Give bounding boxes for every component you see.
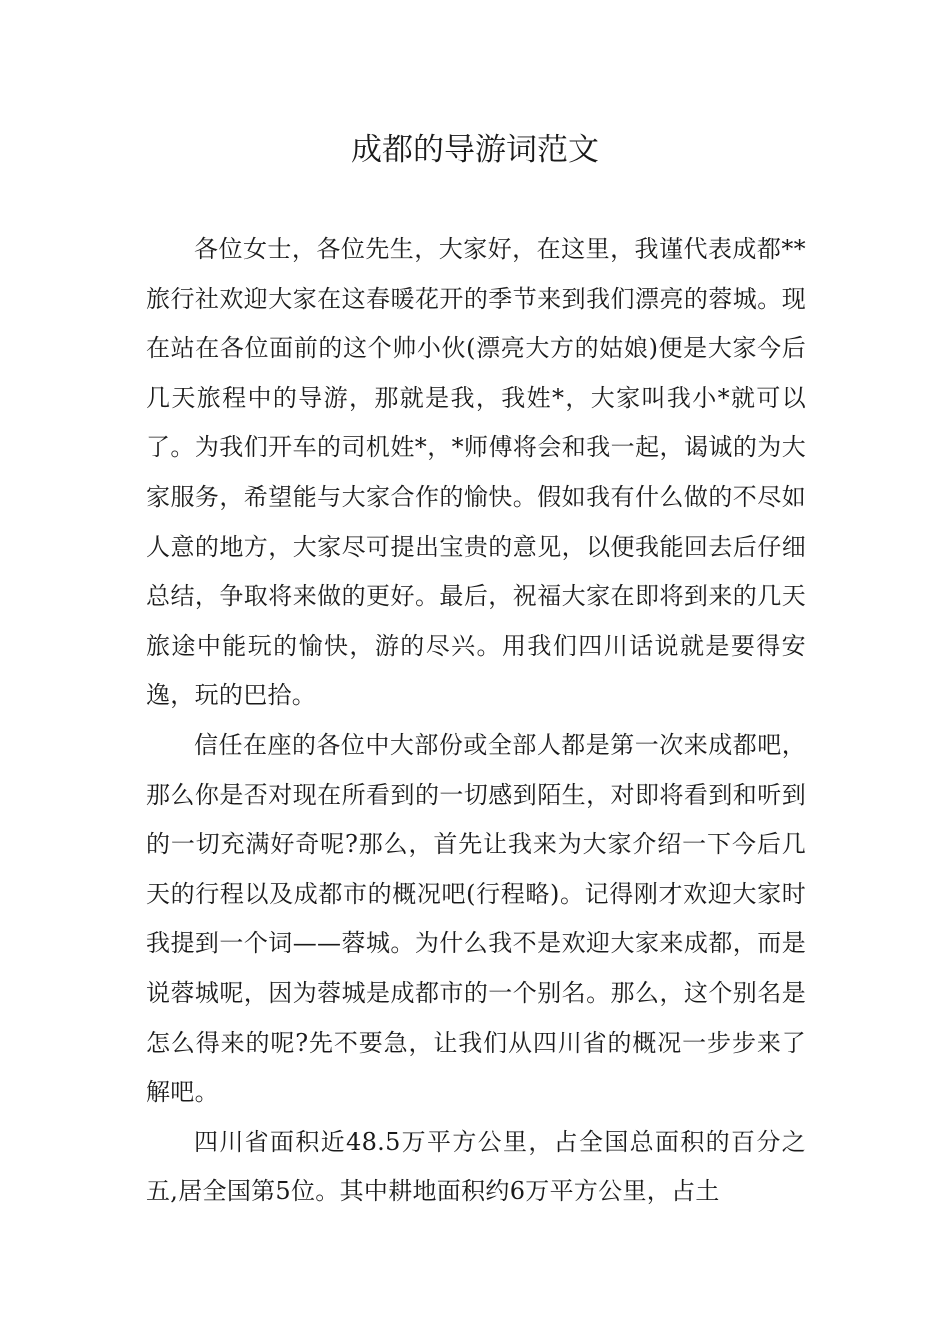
- paragraph-itinerary: 信任在座的各位中大部份或全部人都是第一次来成都吧，那么你是否对现在所看到的一切感到陌生，对即将看到和听到的一切充满好奇呢?那么，首先让我来为大家介绍一下今后几天的行程以及成都市的概况吧(行程略)。记得刚才欢迎大家时我提到一个词——蓉城。为什么我不是欢迎大家来成都，而是说蓉城呢，因为蓉城是成都市的一个别名。那么，这个别名是怎么得来的呢?先不要急，让我们从四川省的概况一步步来了解吧。: [146, 730, 806, 1107]
- document-title: 成都的导游词范文: [351, 132, 599, 168]
- document-body: [146, 225, 806, 1217]
- paragraph-welcome: 各位女士，各位先生，大家好，在这里，我谨代表成都**旅行社欢迎大家在这春暖花开的季节来到我们漂亮的蓉城。现在站在各位面前的这个帅小伙(漂亮大方的姑娘)便是大家今后几天旅程中的导游，那就是我，我姓*，大家叫我小*就可以了。为我们开车的司机姓*，*师傅将会和我一起，谒诚的为大家服务，希望能与大家合作的愉快。假如我有什么做的不尽如人意的地方，大家尽可提出宝贵的意见，以便我能回去后仔细总结，争取将来做的更好。最后，祝福大家在即将到来的几天旅途中能玩的愉快，游的尽兴。用我们四川话说就是要得安逸，玩的巴拾。: [146, 235, 806, 710]
- paragraph-sichuan-overview: 四川省面积近48.5万平方公里，占全国总面积的百分之五,居全国第5位。其中耕地面积约6万平方公里，占土: [146, 1127, 806, 1206]
